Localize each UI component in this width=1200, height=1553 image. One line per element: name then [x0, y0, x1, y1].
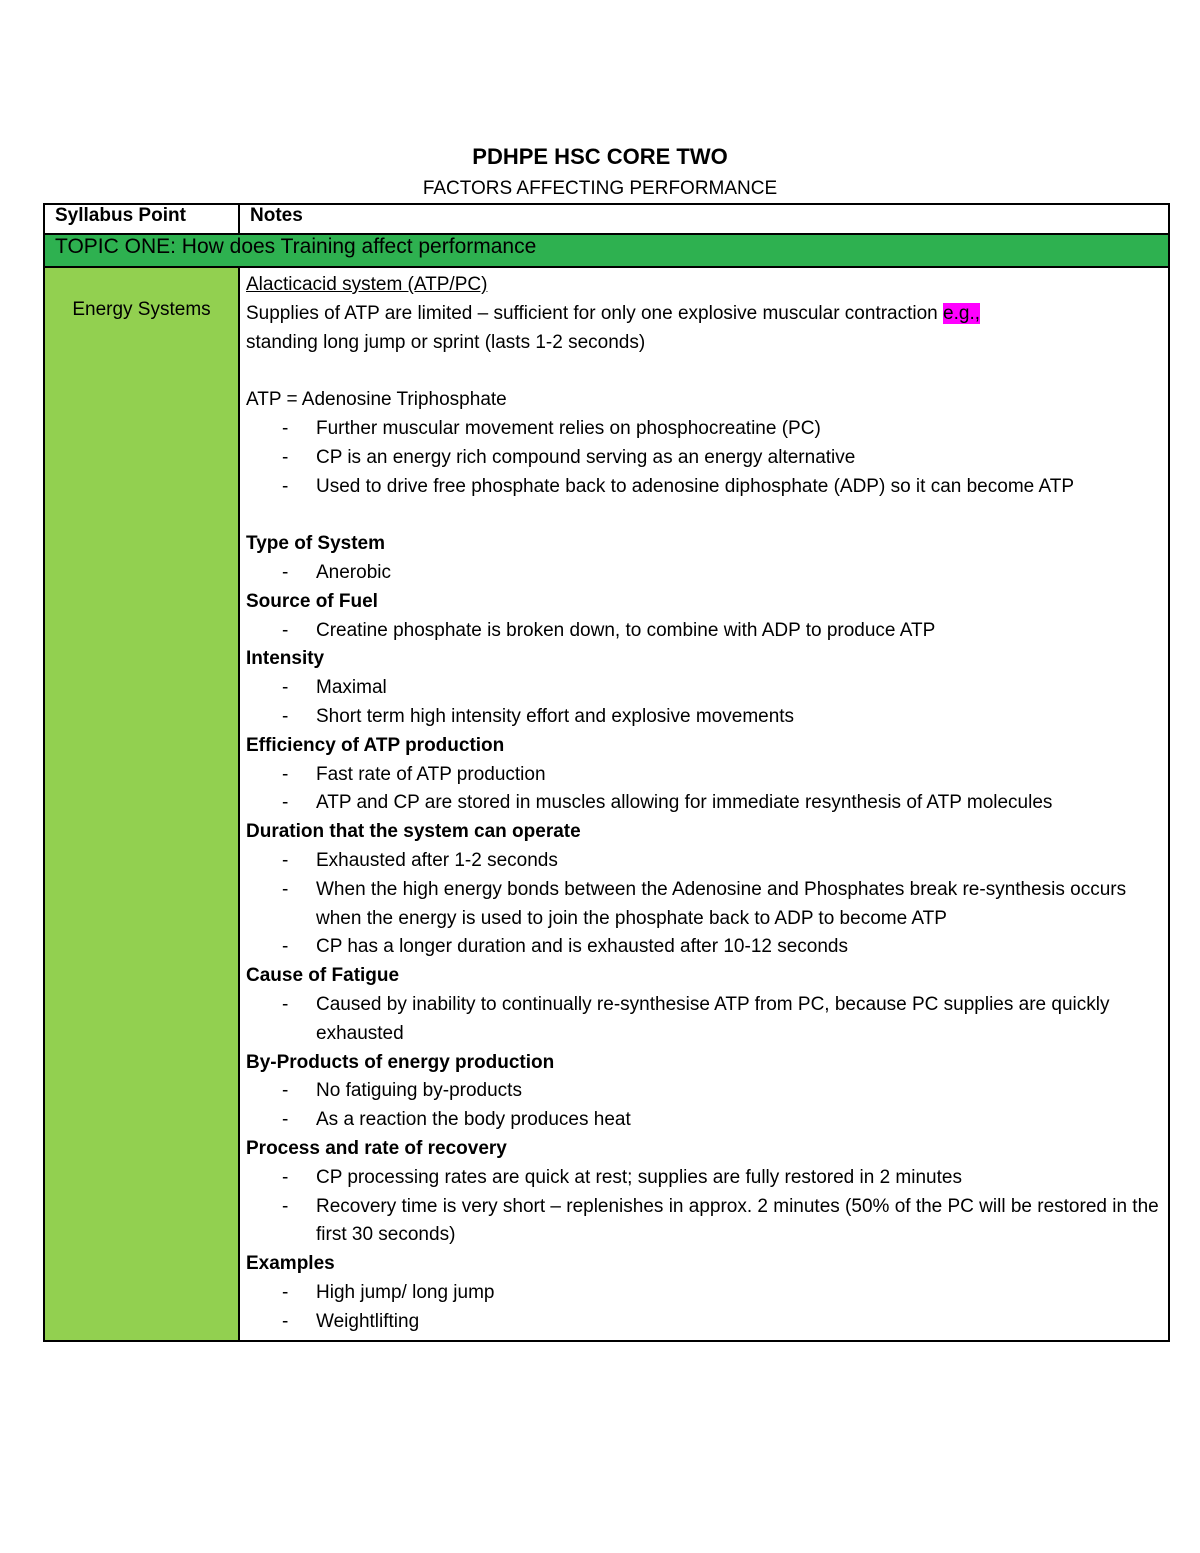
table-row: [44, 267, 1169, 1341]
bullet-dash: -: [282, 1166, 289, 1188]
section-title: Duration that the system can operate: [246, 821, 581, 843]
bullet-text: As a reaction the body produces heat: [316, 1109, 631, 1131]
section-title: Intensity: [246, 648, 325, 670]
bullet-dash: -: [282, 475, 289, 497]
highlighted-text: e.g.,: [943, 302, 981, 324]
bullet-text: Used to drive free phosphate back to adenosine diphosphate (ADP) so it can become ATP: [316, 475, 1074, 497]
section-title: Efficiency of ATP production: [246, 734, 505, 756]
atp-definition: ATP = Adenosine Triphosphate: [246, 389, 507, 411]
topic-heading: TOPIC ONE: How does Training affect performance: [44, 234, 1169, 267]
bullet-text: No fatiguing by-products: [316, 1080, 522, 1102]
section-title: Process and rate of recovery: [246, 1137, 507, 1159]
bullet-text: Recovery time is very short – replenishes in approx. 2 minutes (50% of the PC will be restored in the first 30 seconds): [316, 1195, 1159, 1246]
bullet-text: When the high energy bonds between the Adenosine and Phosphates break re-synthesis occurs when the energy is used to join the phosphate back to ADP to become ATP: [316, 878, 1127, 929]
bullet-text: Further muscular movement relies on phosphocreatine (PC): [316, 417, 821, 439]
bullet-text: Caused by inability to continually re-synthesise ATP from PC, because PC supplies are quickly exhausted: [316, 993, 1110, 1044]
bullet-text: High jump/ long jump: [316, 1281, 495, 1303]
bullet-text: ATP and CP are stored in muscles allowing for immediate resynthesis of ATP molecules: [316, 792, 1053, 814]
bullet-text: Exhausted after 1-2 seconds: [316, 849, 558, 871]
bullet-dash: -: [282, 763, 289, 785]
notes-intro-continued: standing long jump or sprint (lasts 1-2 seconds): [246, 331, 646, 353]
bullet-dash: -: [282, 446, 289, 468]
bullet-item: [246, 415, 1160, 444]
bullet-item: [246, 473, 1160, 502]
document-title: PDHPE HSC CORE TWO: [472, 144, 728, 169]
syllabus-point-label: Energy Systems: [72, 299, 211, 320]
bullet-dash: -: [282, 1080, 289, 1102]
bullet-dash: -: [282, 417, 289, 439]
bullet-dash: -: [282, 1195, 289, 1217]
bullet-item: [246, 933, 1160, 962]
bullet-item: [246, 444, 1160, 473]
bullet-item: [246, 991, 1160, 1049]
document-subtitle: FACTORS AFFECTING PERFORMANCE: [422, 178, 778, 199]
header-notes: Notes: [239, 204, 1169, 234]
bullet-item: [246, 761, 1160, 790]
bullet-item: [246, 703, 1160, 732]
notes-sections: [246, 530, 1160, 1336]
bullet-text: CP is an energy rich compound serving as an energy alternative: [316, 446, 856, 468]
bullet-item: [246, 1164, 1160, 1193]
bullet-dash: -: [282, 619, 289, 641]
bullet-item: [246, 876, 1160, 934]
section-title: Source of Fuel: [246, 590, 378, 612]
atp-bullet-list: [246, 415, 1160, 501]
section-title: Examples: [246, 1253, 335, 1275]
bullet-item: [246, 559, 1160, 588]
bullet-dash: -: [282, 677, 289, 699]
topic-row: [44, 234, 1169, 267]
bullet-text: Short term high intensity effort and explosive movements: [316, 705, 795, 727]
bullet-dash: -: [282, 936, 289, 958]
syllabus-point-cell: [44, 267, 239, 1341]
bullet-dash: -: [282, 849, 289, 871]
bullet-dash: -: [282, 1281, 289, 1303]
bullet-text: Creatine phosphate is broken down, to combine with ADP to produce ATP: [316, 619, 936, 641]
bullet-item: [246, 1308, 1160, 1337]
bullet-item: [246, 789, 1160, 818]
bullet-dash: -: [282, 993, 289, 1015]
bullet-item: [246, 1193, 1160, 1251]
bullet-dash: -: [282, 792, 289, 814]
bullet-text: Anerobic: [316, 561, 391, 583]
section-title: Type of System: [246, 533, 386, 555]
bullet-dash: -: [282, 1310, 289, 1332]
bullet-dash: -: [282, 561, 289, 583]
notes-cell: [239, 267, 1169, 1341]
bullet-text: CP processing rates are quick at rest; supplies are fully restored in 2 minutes: [316, 1166, 962, 1188]
section-title: By-Products of energy production: [246, 1051, 555, 1073]
notes-table: [43, 203, 1170, 1342]
table-header-row: [44, 204, 1169, 234]
notes-intro: Supplies of ATP are limited – sufficient for only one explosive muscular contraction e.g.,: [246, 302, 981, 324]
bullet-text: CP has a longer duration and is exhausted after 10-12 seconds: [316, 936, 848, 958]
bullet-item: [246, 847, 1160, 876]
bullet-dash: -: [282, 705, 289, 727]
bullet-item: [246, 1077, 1160, 1106]
bullet-dash: -: [282, 1109, 289, 1131]
bullet-dash: -: [282, 878, 289, 900]
bullet-item: [246, 674, 1160, 703]
bullet-item: [246, 1279, 1160, 1308]
bullet-text: Fast rate of ATP production: [316, 763, 546, 785]
bullet-text: Weightlifting: [316, 1310, 420, 1332]
bullet-item: [246, 1106, 1160, 1135]
bullet-item: [246, 617, 1160, 646]
notes-heading: Alacticacid system (ATP/PC): [246, 274, 488, 295]
bullet-text: Maximal: [316, 677, 387, 699]
header-syllabus-point: Syllabus Point: [44, 204, 239, 234]
section-title: Cause of Fatigue: [246, 965, 400, 987]
